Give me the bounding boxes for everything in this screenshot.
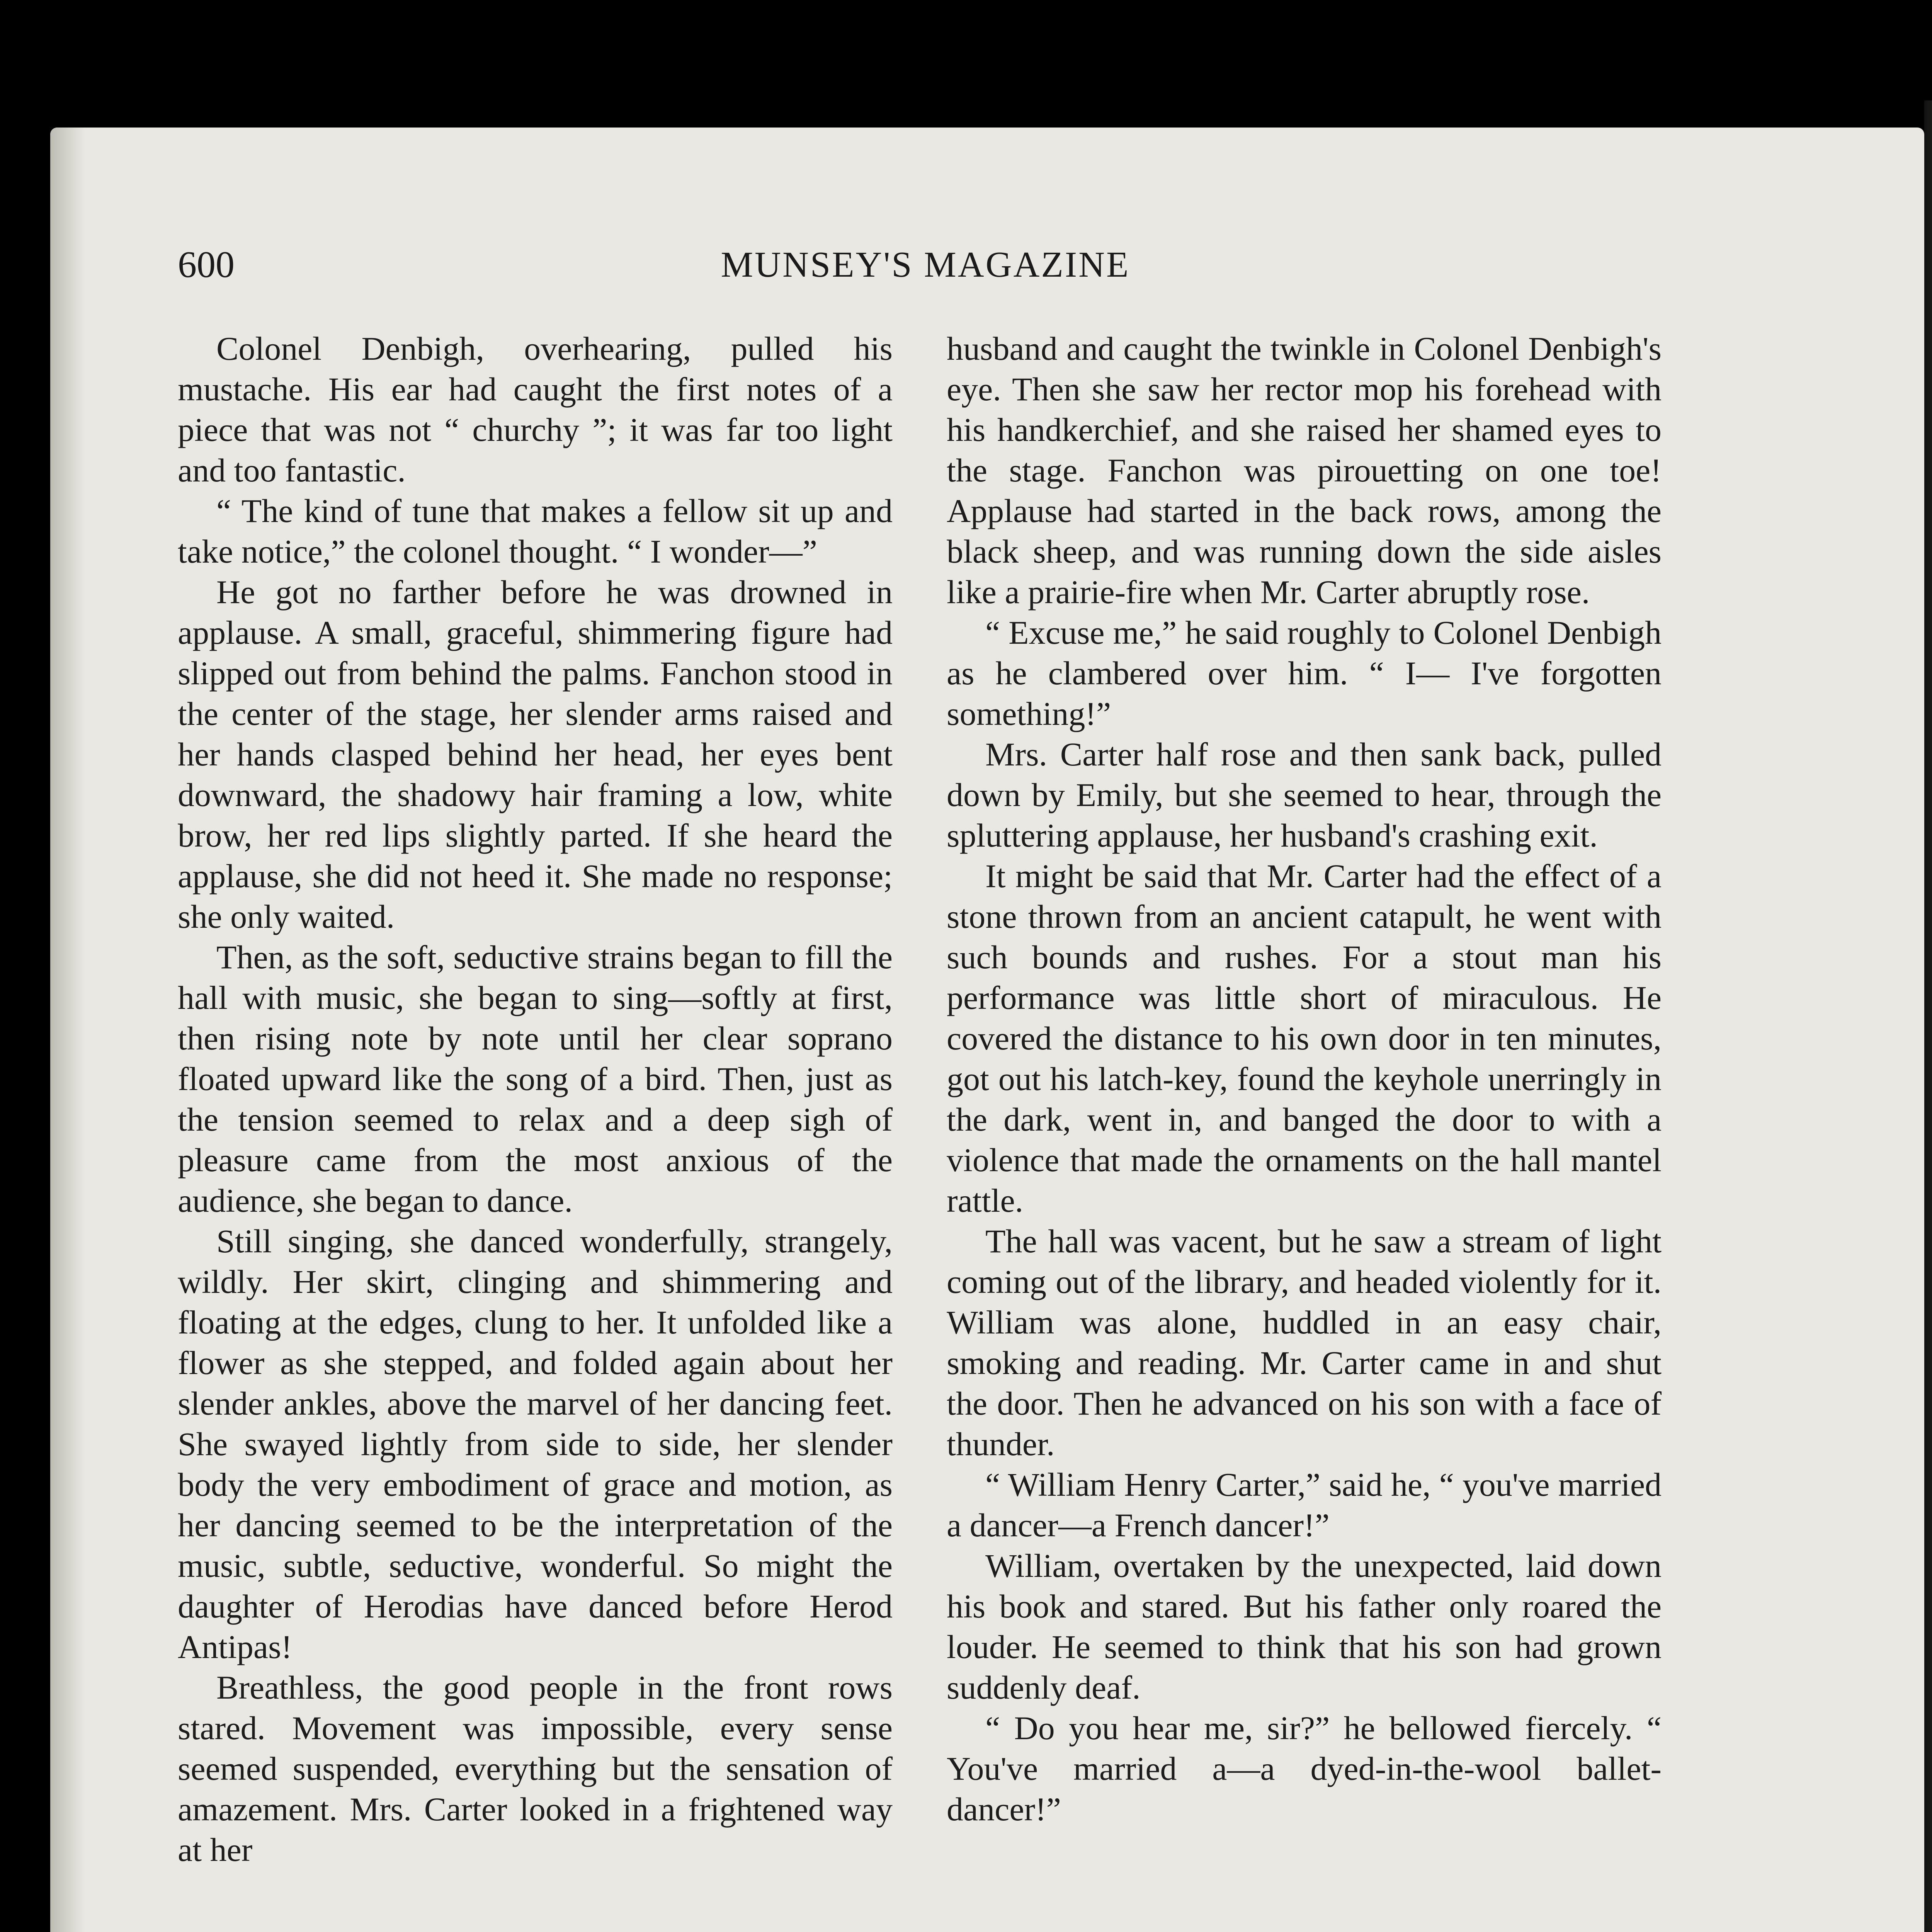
paragraph: He got no farther before he was drowned in applause. A small, graceful, shimmering figure had slipped out from behind the palms. Fanchon stood in the center of the stage, her slender arms raised and her hands clasped behind her head, her eyes bent downward, the shadowy hair framing a low, white brow, her red lips slightly parted. If she heard the applause, she did not heed it. She made no response; she only waited.: [178, 573, 893, 935]
paragraph: Mrs. Carter half rose and then sank back, pulled down by Emily, but she seemed to hear, through the spluttering applause, her husband's crashing exit.: [947, 736, 1662, 854]
magazine-title: MUNSEY'S MAGAZINE: [721, 245, 1130, 285]
paragraph: The hall was vacent, but he saw a stream of light coming out of the library, and headed violently for it. William was alone, huddled in an easy chair, smoking and reading. Mr. Carter came in and shut the door. Then he advanced on his son with a face of thunder.: [947, 1223, 1662, 1463]
paragraph: It might be said that Mr. Carter had the effect of a stone thrown from an ancient catapult, he went with such bounds and rushes. For a stout man his performance was little short of miraculous. He covered the distance to his own door in ten minutes, got out his latch-key, found the keyhole unerringly in the dark, went in, and banged the door to with a violence that made the ornaments on the hall mantel rattle.: [947, 857, 1662, 1219]
paragraph: Then, as the soft, seductive strains began to fill the hall with music, she began to sing—softly at first, then rising note by note until her clear soprano floated upward like the song of a bird. Then, just as the tension seemed to relax and a deep sigh of pleasure came from the most anxious of the audience, she began to dance.: [178, 939, 893, 1219]
paragraph: “ The kind of tune that makes a fellow sit up and take notice,” the colonel thought. “ I wonder—”: [178, 492, 893, 570]
left-column: [178, 328, 893, 1870]
paragraph: Still singing, she danced wonderfully, strangely, wildly. Her skirt, clinging and shimmering and floating at the edges, clung to her. It unfolded like a flower as she stepped, and folded again about her slender ankles, above the marvel of her dancing feet. She swayed lightly from side to side, her slender body the very embodiment of grace and motion, as her dancing seemed to be the interpretation of the music, subtle, seductive, wonderful. So might the daughter of Herodias have danced before Herod Antipas!: [178, 1223, 893, 1665]
paragraph: “ Do you hear me, sir?” he bellowed fiercely. “ You've married a—a dyed-in-the-wool ballet-dancer!”: [947, 1709, 1662, 1828]
paragraph: Breathless, the good people in the front rows stared. Movement was impossible, every sense seemed suspended, everything but the sensation of amazement. Mrs. Carter looked in a frightened way at her: [178, 1669, 893, 1868]
paragraph: “ William Henry Carter,” said he, “ you've married a dancer—a French dancer!”: [947, 1466, 1662, 1544]
right-column: [947, 328, 1662, 1830]
paragraph: “ Excuse me,” he said roughly to Colonel Denbigh as he clambered over him. “ I— I've forgotten something!”: [947, 614, 1662, 732]
paragraph: Colonel Denbigh, overhearing, pulled his mustache. His ear had caught the first notes of a piece that was not “ churchy ”; it was far too light and too fantastic.: [178, 330, 893, 489]
paragraph: husband and caught the twinkle in Colonel Denbigh's eye. Then she saw her rector mop his forehead with his handkerchief, and she raised her shamed eyes to the stage. Fanchon was pirouetting on one toe! Applause had started in the back rows, among the black sheep, and was running down the side aisles like a prairie-fire when Mr. Carter abruptly rose.: [947, 330, 1662, 611]
page-edge-shadow: [50, 128, 85, 1932]
paragraph: William, overtaken by the unexpected, laid down his book and stared. But his father only roared the louder. He seemed to think that his son had grown suddenly deaf.: [947, 1547, 1662, 1706]
page-number: 600: [178, 244, 235, 286]
running-head: [178, 240, 1673, 290]
next-page-edge: [1924, 100, 1932, 1932]
